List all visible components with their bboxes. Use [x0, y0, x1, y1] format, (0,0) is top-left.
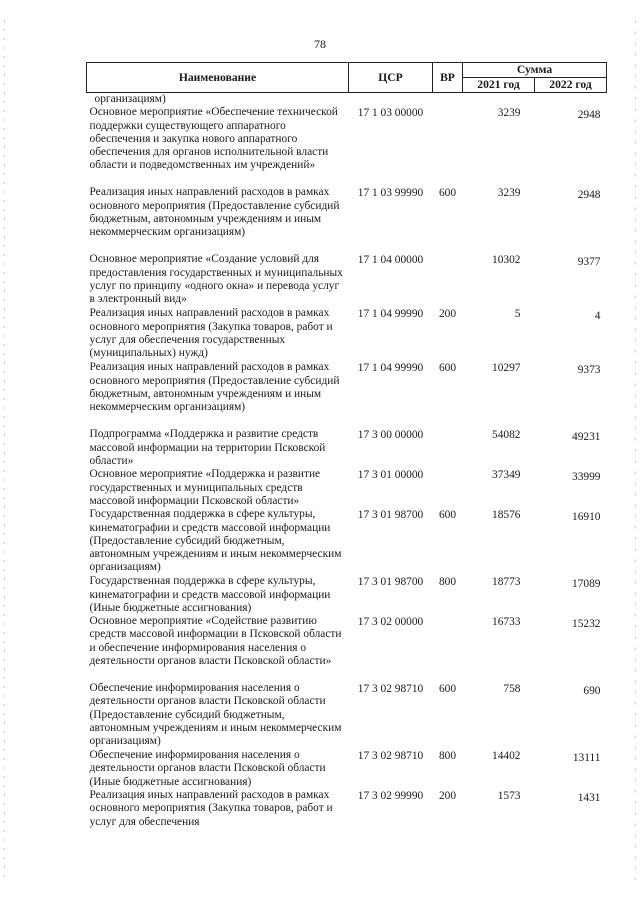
row-sum-2021: 1573: [497, 790, 521, 803]
row-name: Основное мероприятие «Поддержка и развитие государственных и муниципальных средств массовой информации Псковской области»: [89, 468, 321, 507]
row-name: Реализация иных направлений расходов в рамках основного мероприятия (Предоставление субсидий бюджетным, автономным учреждениям и иным некоммерческим организациям): [89, 186, 340, 239]
header-name: Наименование: [87, 63, 349, 93]
row-sum-2022: 4: [594, 310, 601, 323]
row-sum-2022: 1431: [577, 792, 601, 805]
row-sum-2021: 758: [503, 683, 521, 696]
row-vr: 200: [438, 790, 457, 803]
row-csr: 17 1 04 99990: [357, 308, 424, 321]
row-vr: 200: [438, 308, 457, 321]
row-csr: 17 3 00 00000: [357, 429, 424, 442]
row-vr: 600: [438, 187, 457, 200]
row-sum-2021: 18576: [492, 509, 521, 522]
header-year-2021: 2021 год: [463, 78, 535, 93]
table-row: [87, 428, 607, 468]
row-csr: 17 3 01 98700: [357, 509, 424, 522]
table-row: [87, 508, 607, 575]
row-vr: [433, 106, 463, 186]
table-row: [87, 307, 607, 361]
row-sum-2022: 49231: [572, 431, 601, 444]
row-csr: 17 1 03 99990: [357, 187, 424, 200]
table-row: [87, 575, 607, 615]
row-csr: 17 3 02 98710: [357, 683, 424, 696]
row-csr: 17 3 01 98700: [357, 576, 424, 589]
row-csr: 17 3 02 98710: [357, 750, 424, 763]
table-row: [87, 253, 607, 307]
row-name: Реализация иных направлений расходов в рамках основного мероприятия (Предоставление субсидий бюджетным, автономным учреждениям и иным некоммерческим организациям): [89, 361, 340, 414]
row-sum-2021: 37349: [492, 469, 521, 482]
row-name: организациям): [94, 93, 166, 105]
row-vr: 800: [438, 750, 457, 763]
row-sum-2021: 10297: [492, 362, 521, 375]
row-sum-2022: 9373: [577, 364, 601, 377]
row-sum-2021: 18773: [492, 576, 521, 589]
row-sum-2022: 16910: [572, 511, 601, 524]
budget-table: [86, 62, 607, 829]
table-row: [87, 93, 607, 107]
header-vr: ВР: [433, 63, 463, 93]
row-sum-2021: 54082: [492, 429, 521, 442]
row-sum-2022: 17089: [572, 578, 601, 591]
table-row: [87, 186, 607, 253]
row-name: Государственная поддержка в сфере культуры, кинематографии и средств массовой информации (Иные бюджетные ассигнования): [89, 575, 331, 614]
header-year-2022: 2022 год: [535, 78, 607, 93]
row-vr: 800: [438, 576, 457, 589]
row-vr: 600: [438, 683, 457, 696]
row-name: Основное мероприятие «Создание условий для предоставления государственных и муниципальных услуг по принципу «одного окна» и перевода услуг в электронный вид»: [89, 253, 343, 306]
row-vr: [433, 428, 463, 468]
table-row: [87, 749, 607, 789]
row-sum-2021: 16733: [492, 616, 521, 629]
row-sum-2022: 690: [583, 685, 601, 698]
row-name: Реализация иных направлений расходов в рамках основного мероприятия (Закупка товаров, работ и услуг для обеспечения: [89, 789, 333, 828]
row-vr: [433, 253, 463, 307]
row-csr: 17 1 04 99990: [357, 362, 424, 375]
scan-edge-left: [4, 20, 5, 880]
row-vr: 600: [438, 362, 457, 375]
row-sum-2021: 14402: [492, 750, 521, 763]
row-vr: [433, 468, 463, 508]
table-body: [87, 93, 607, 830]
table-row: [87, 615, 607, 682]
row-csr: 17 1 04 00000: [357, 254, 424, 267]
row-csr: 17 3 01 00000: [357, 469, 424, 482]
row-sum-2022: [535, 93, 607, 107]
row-vr: [433, 93, 463, 107]
row-sum-2022: 2948: [577, 189, 601, 202]
row-sum-2021: 3239: [497, 107, 521, 120]
row-vr: [433, 615, 463, 682]
table-row: [87, 789, 607, 829]
row-sum-2022: 2948: [577, 109, 601, 122]
table-row: [87, 468, 607, 508]
row-sum-2022: 13111: [572, 752, 601, 765]
table-row: [87, 361, 607, 428]
row-name: Государственная поддержка в сфере культуры, кинематографии и средств массовой информации (Предоставление субсидий бюджетным, автономным учреждениям и иным некоммерческим организациям): [89, 508, 342, 574]
row-name: Обеспечение информирования населения о деятельности органов власти Псковской области (Иные бюджетные ассигнования): [89, 749, 326, 788]
table-row: [87, 682, 607, 749]
row-sum-2021: [463, 93, 535, 107]
row-sum-2022: 15232: [572, 618, 601, 631]
scan-edge-right: [635, 20, 636, 880]
table-row: [87, 106, 607, 186]
row-csr: 17 3 02 99990: [357, 790, 424, 803]
row-sum-2021: 3239: [497, 187, 521, 200]
row-name: Реализация иных направлений расходов в рамках основного мероприятия (Закупка товаров, работ и услуг для обеспечения государственных (муниципальных) нужд): [89, 307, 333, 360]
row-csr: 17 3 02 00000: [357, 616, 424, 629]
row-name: Подпрограмма «Поддержка и развитие средств массовой информации на территории Псковской области»: [89, 428, 326, 467]
page-number: 78: [314, 37, 326, 51]
row-name: Основное мероприятие «Обеспечение технической поддержки существующего аппаратного обеспечения и закупка нового аппаратного обеспечения для органов исполнительной власти области и подведомственных им учреждений»: [89, 106, 338, 172]
table-header: [87, 63, 607, 93]
row-sum-2022: 33999: [572, 471, 601, 484]
header-csr: ЦСР: [349, 63, 433, 93]
row-csr: [349, 93, 433, 107]
row-sum-2021: 5: [514, 308, 521, 321]
header-sum: Сумма: [463, 63, 607, 78]
row-sum-2021: 10302: [492, 254, 521, 267]
row-csr: 17 1 03 00000: [357, 107, 424, 120]
row-name: Обеспечение информирования населения о деятельности органов власти Псковской области (Предоставление субсидий бюджетным, автономным учреждениям и иным некоммерческим организациям): [89, 682, 342, 748]
row-sum-2022: 9377: [577, 256, 601, 269]
row-vr: 600: [438, 509, 457, 522]
row-name: Основное мероприятие «Содействие развитию средств массовой информации в Псковской области и обеспечение информирования населения о деятельности органов власти Псковской области»: [89, 615, 342, 668]
